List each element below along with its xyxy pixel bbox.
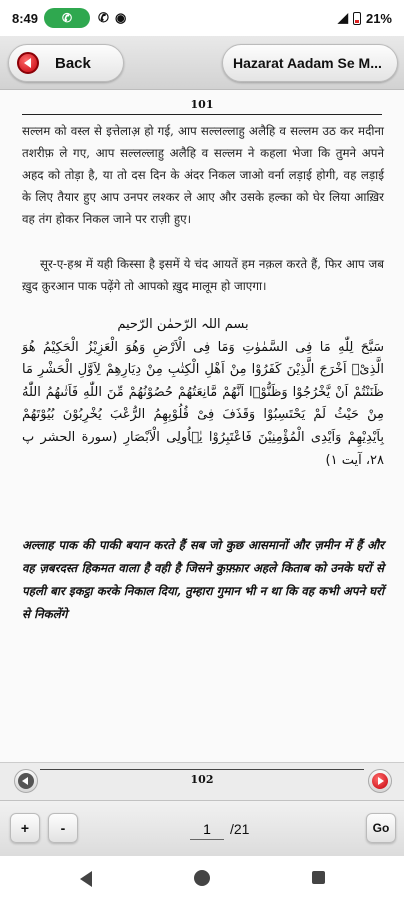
page-viewer[interactable] xyxy=(0,90,404,762)
next-page-button[interactable] xyxy=(368,769,392,793)
nav-recents-icon[interactable] xyxy=(312,871,325,884)
arabic-verse-block xyxy=(22,314,384,472)
zoom-out-button[interactable]: - xyxy=(48,813,78,843)
battery-low-icon xyxy=(353,12,361,25)
page-number-top: 101 xyxy=(190,98,214,111)
record-icon: ◉ xyxy=(114,10,127,25)
arabic-verse-text: سَبَّحَ لِلّٰهِ مَا فِی السَّمٰوٰتِ وَمَا فِی الْاَرْضِ وَهُوَ الْعَزِیْزُ الْحَكِیْمُ هُوَ الَّذِیْۤ اَخْرَجَ الَّذِیْنَ كَفَرُوْا مِنْ اَهْلِ الْكِتٰبِ مِنْ دِیَارِهِمْ لِاَوَّلِ الْحَشْرِ مَا ظَنَنْتُمْ اَنْ یَّخْرُجُوْا وَظَنُّوْۤا اَنَّهُمْ مَّانِعَتُهُمْ حُصُوْنُهُمْ مِّنَ اللّٰهِ فَاَتٰىهُمُ اللّٰهُ مِنْ حَیْثُ لَمْ یَحْتَسِبُوْا وَقَذَفَ فِیْ قُلُوْبِهِمُ الرُّعْبَ یُخْرِبُوْنَ بُیُوْتَهُمْ بِاَیْدِیْهِمْ وَاَیْدِی الْمُؤْمِنِیْنَ فَاعْتَبِرُوْا یٰۤاُولِی الْاَبْصَارِ xyxy=(22,339,384,445)
battery-percent: 21% xyxy=(365,10,392,26)
divider xyxy=(40,769,364,770)
back-button[interactable] xyxy=(8,44,124,82)
page-number-input[interactable] xyxy=(190,818,224,840)
arabic-verse xyxy=(22,337,384,473)
system-nav-bar xyxy=(0,856,404,900)
basmala: بسم اللہ الرّحمٰن الرّحیم xyxy=(117,317,249,332)
bottom-toolbar xyxy=(0,800,404,856)
total-pages: /21 xyxy=(230,821,250,837)
signal-icon: ◢ xyxy=(337,10,348,25)
paragraph-text: सूर-ए-हश्र में यही किस्सा है इसमें ये चंद आयतें हम नक़ल करते हैं, फिर आप जब ख़ुद क़ुरआन पाक पढ़ेंगे तो आपको ख़ुद मालूम हो जाएगा। xyxy=(22,257,384,293)
page-number-bottom: 102 xyxy=(190,773,214,786)
status-time: 8:49 xyxy=(12,10,39,26)
arrow-right-icon xyxy=(372,773,388,789)
translation-paragraph: अल्लाह पाक की पाकी बयान करते हैं सब जो कुछ आसमानों और ज़मीन में हैं और वह ज़बरदस्त हिकमत वाला है वही है जिसने कुफ़्फ़ार अहले किताब को उनके घरों से पहली बार इकट्ठा करके निकाल दिया, तुम्हारा गुमान भी न था कि वह कभी अपने घरों से निकलेंगे xyxy=(22,538,384,621)
arrow-left-icon xyxy=(17,52,39,74)
page-footer-strip xyxy=(0,762,404,800)
header-toolbar xyxy=(0,36,404,90)
book-title: Hazarat Aadam Se M... xyxy=(233,55,382,71)
nav-home-icon[interactable] xyxy=(194,870,210,886)
phone-icon[interactable]: ✆ xyxy=(44,8,90,28)
book-title-button[interactable] xyxy=(222,44,398,82)
back-label: Back xyxy=(55,54,91,72)
paragraph-text: सल्लम को वस्ल से इत्तेलाअ़ हो गई, आप सल्लल्लाहु अलैहि व सल्लम उठ कर मदीना तशरीफ़ ले गए, आप सल्लल्लाहु अलैहि व सल्लम ने कहला भेजा कि तुमने अपने अहद को तोड़ा है, या तो दस दिन के अंदर निकल जाओ वर्ना लड़ाई होगी, वह लड़ाई के लिए तैयार हुए आप उनपर लश्कर ले आए और उसके हल्का को घेर लिया आख़िर वह तंग होकर निकल जाने पर राज़ी हुए। xyxy=(22,124,384,226)
wifi-call-icon: ✆ xyxy=(98,10,109,25)
zoom-in-button[interactable]: + xyxy=(10,813,40,843)
status-right xyxy=(338,10,392,26)
status-bar xyxy=(0,0,404,36)
hindi-paragraph-2 xyxy=(22,253,384,297)
go-button[interactable]: Go xyxy=(366,813,396,843)
verse-reference: (سورة الحشر پ ۲۸، آیت ۱) xyxy=(22,429,384,468)
divider xyxy=(22,114,382,115)
nav-back-icon[interactable] xyxy=(80,871,92,887)
hindi-paragraph-1 xyxy=(22,120,384,230)
